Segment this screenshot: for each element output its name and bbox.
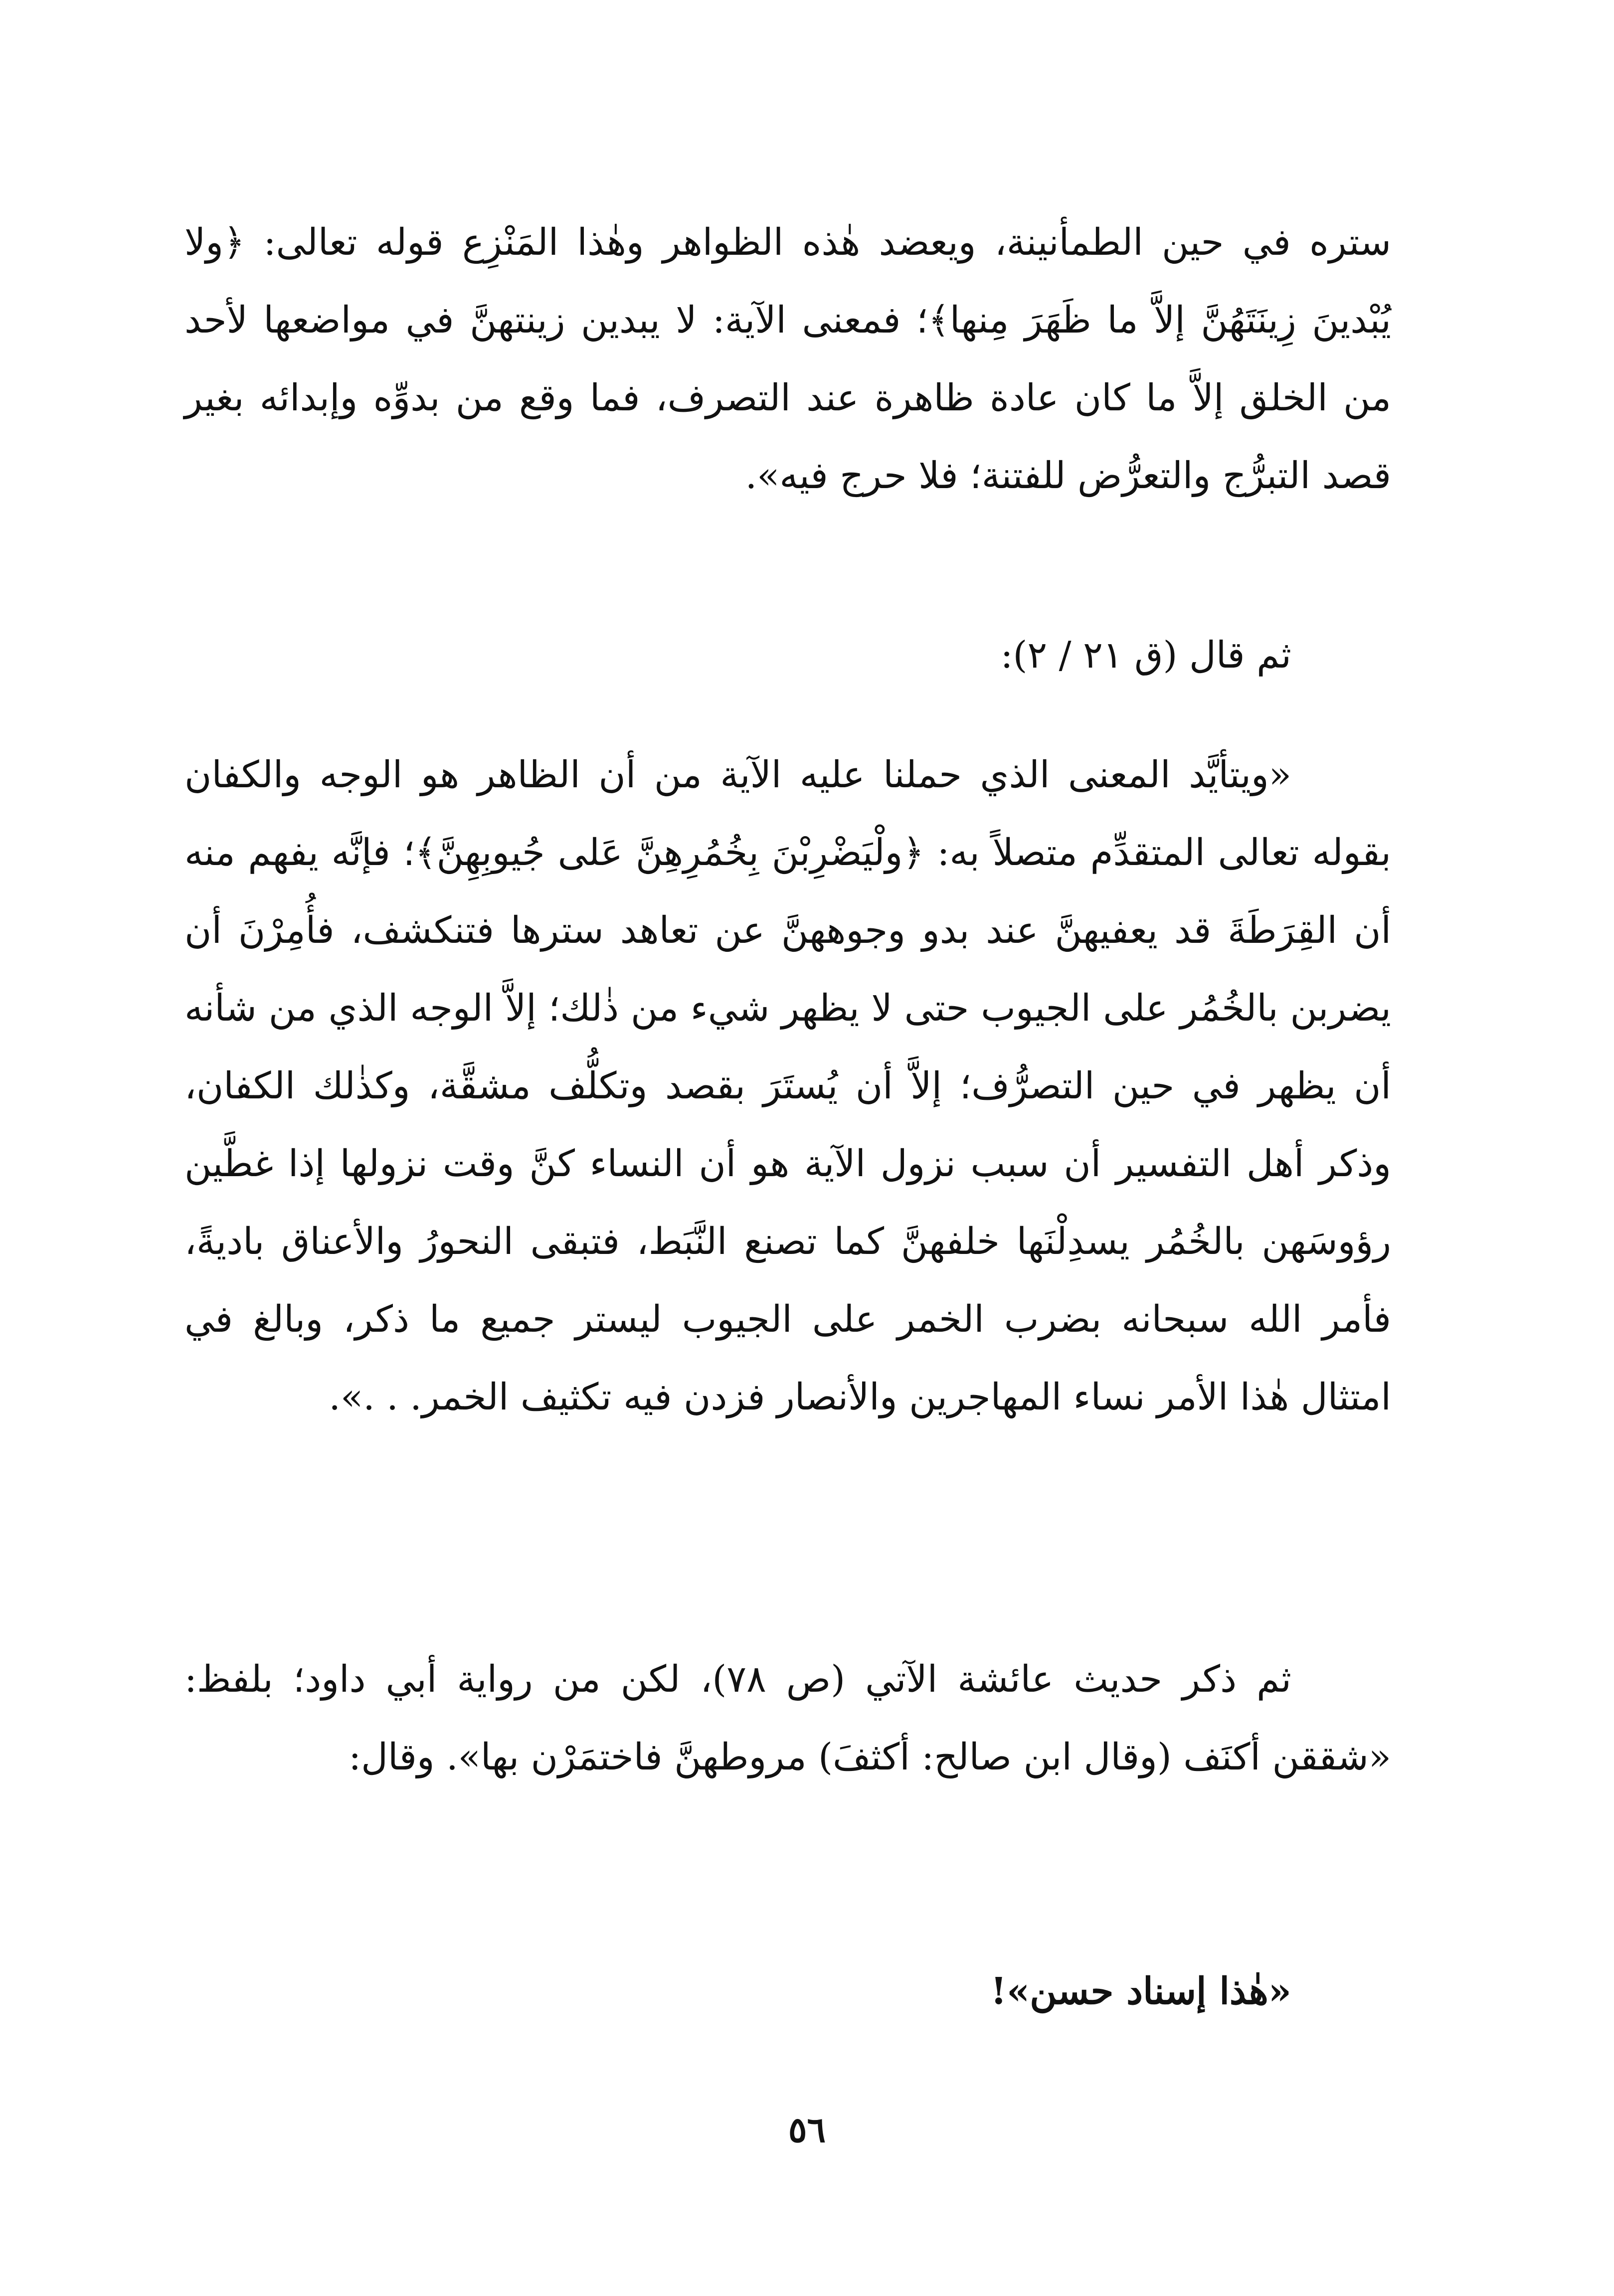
paragraph-quotation: «ويتأيَّد المعنى الذي حملنا عليه الآية من أن الظاهر هو الوجه والكفان بقوله تعالى المتقدِّم متصلاً به: ﴿ولْيَضْرِبْنَ بِخُمُرِهِنَّ عَلى جُيوبِهِنَّ﴾؛ فإنَّه يفهم منه أن القِرَطَةَ قد يعفيهنَّ عند بدو وجوههنَّ عن تعاهد سترها فتنكشف، فأُمِرْنَ أن يضربن بالخُمُر على الجيوب حتى لا يظهر شيء من ذٰلك؛ إلاَّ الوجه الذي من شأنه أن يظهر في حين التصرُّف؛ إلاَّ أن يُستَرَ بقصد وتكلُّف مشقَّة، وكذٰلك الكفان، وذكر أهل التفسير أن سبب نزول الآية هو أن النساء كنَّ وقت نزولها إذا غطَّين رؤوسَهن بالخُمُر يسدِلْنَها خلفهنَّ كما تصنع النَّبَط، فتبقى النحورُ والأعناق باديةً، فأمر الله سبحانه بضرب الخمر على الجيوب ليستر جميع ما ذكر، وبالغ في امتثال هٰذا الأمر نساء المهاجرين والأنصار فزدن فيه تكثيف الخمر. . .». xyxy=(184,753,1391,1418)
paragraph-commentary-continuation: ستره في حين الطمأنينة، ويعضد هٰذه الظواهر وهٰذا المَنْزِع قوله تعالى: ﴿ولا يُبْدينَ زِينَتَهُنَّ إلاَّ ما ظَهَرَ مِنها﴾؛ فمعنى الآية: لا يبدين زينتهنَّ في مواضعها لأحد من الخلق إلاَّ ما كان عادة ظاهرة عند التصرف، فما وقع من بدوِّه وإبدائه بغير قصد التبرُّج والتعرُّض للفتنة؛ فلا حرج فيه». xyxy=(184,221,1391,497)
paragraph-then-said: ثم قال (ق ٢١ / ٢): xyxy=(1000,634,1291,677)
paragraph-isnad-verdict: «هٰذا إسناد حسن»! xyxy=(990,1970,1291,2013)
paragraph-aisha-hadith: ثم ذكر حديث عائشة الآتي (ص ٧٨)، لكن من رواية أبي داود؛ بلفظ: «شققن أكنَف (وقال ابن صالح: أكثفَ) مروطهنَّ فاختمَرْن بها». وقال: xyxy=(184,1658,1391,1778)
page-number: ٥٦ xyxy=(788,2109,826,2150)
